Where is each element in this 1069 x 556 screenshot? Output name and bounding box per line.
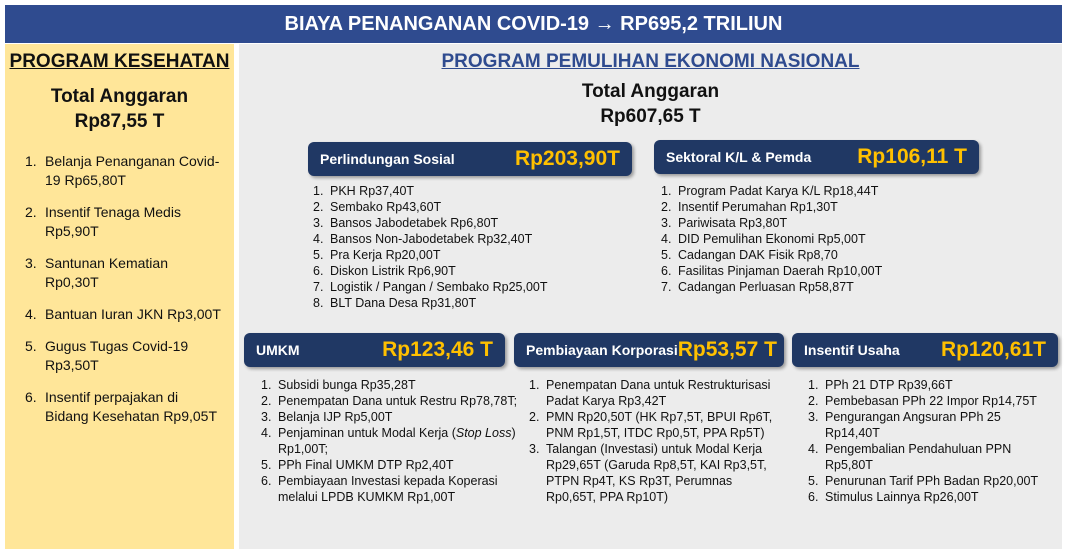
kesehatan-total: [5, 84, 234, 134]
list-item: 1. Subsidi bunga Rp35,28T: [261, 378, 416, 392]
list-item: 6. Fasilitas Pinjaman Daerah Rp10,00T: [661, 264, 883, 278]
list-item: 5. Penurunan Tarif PPh Badan Rp20,00T: [808, 474, 1039, 488]
program-pen-panel: [239, 44, 1062, 549]
program-kesehatan-heading: PROGRAM KESEHATAN: [9, 51, 230, 72]
list-item: 5. Pra Kerja Rp20,00T: [313, 248, 441, 262]
category-sektoral-kl-pemda: Sektoral K/L & Pemda Rp106,11 T: [654, 140, 979, 174]
category-amount: Rp203,90T: [514, 147, 620, 170]
list-item: 1. Penempatan Dana untuk Restrukturisasi Padat Karya Rp3,42T: [529, 378, 771, 408]
pen-total: [239, 79, 1062, 129]
perlindungan-sosial-list: [313, 183, 633, 311]
category-umkm: UMKM Rp123,46 T: [244, 333, 505, 367]
category-pembiayaan-korporasi: Pembiayaan Korporasi Rp53,57 T: [514, 333, 784, 367]
list-item: 2. Penempatan Dana untuk Restru Rp78,78T;: [261, 394, 518, 408]
list-item: 7. Cadangan Perluasan Rp58,87T: [661, 280, 854, 294]
list-item: 5. PPh Final UMKM DTP Rp2,40T: [261, 458, 454, 472]
list-item: 4. Bansos Non-Jabodetabek Rp32,40T: [313, 232, 533, 246]
list-item: 7. Logistik / Pangan / Sembako Rp25,00T: [313, 280, 548, 294]
umkm-list: [261, 377, 521, 505]
list-item: 2. Insentif Perumahan Rp1,30T: [661, 200, 838, 214]
kesehatan-total-value: Rp87,55 T: [74, 111, 165, 132]
list-item: 2. Pembebasan PPh 22 Impor Rp14,75T: [808, 394, 1037, 408]
category-amount: Rp120,61T: [940, 338, 1046, 361]
insentif-usaha-list: [808, 377, 1058, 505]
list-item: 5. Gugus Tugas Covid-19 Rp3,50T: [25, 338, 189, 373]
list-item: 2. PMN Rp20,50T (HK Rp7,5T, BPUI Rp6T, PNM Rp1,5T, ITDC Rp0,5T, PPA Rp5T): [529, 410, 773, 440]
list-item: 1. PKH Rp37,40T: [313, 184, 415, 198]
category-insentif-usaha: Insentif Usaha Rp120,61T: [792, 333, 1058, 367]
list-item: 1. Belanja Penanganan Covid-19 Rp65,80T: [25, 153, 220, 188]
list-item: 6. Stimulus Lainnya Rp26,00T: [808, 490, 979, 504]
korporasi-list: [529, 377, 774, 505]
list-item: 3. Pariwisata Rp3,80T: [661, 216, 788, 230]
list-item: 8. BLT Dana Desa Rp31,80T: [313, 296, 477, 310]
list-item: 1. PPh 21 DTP Rp39,66T: [808, 378, 953, 392]
category-amount: Rp123,46 T: [382, 338, 493, 361]
category-amount: Rp53,57 T: [677, 338, 777, 361]
program-kesehatan-panel: [5, 44, 234, 549]
pen-total-value: Rp607,65 T: [600, 106, 701, 127]
list-item: 3. Belanja IJP Rp5,00T: [261, 410, 393, 424]
list-item: 5. Cadangan DAK Fisik Rp8,70: [661, 248, 838, 262]
list-item: 3. Pengurangan Angsuran PPh 25 Rp14,40T: [808, 410, 1001, 440]
program-pen-heading: PROGRAM PEMULIHAN EKONOMI NASIONAL: [441, 51, 860, 72]
list-item: 6. Insentif perpajakan di Bidang Kesehatan Rp9,05T: [25, 389, 218, 424]
list-item: 4. Penjaminan untuk Modal Kerja (Stop Loss) Rp1,00T;: [261, 426, 516, 456]
list-item: 3. Santunan Kematian Rp0,30T: [25, 255, 168, 290]
page-title: BIAYA PENANGANAN COVID-19 → RP695,2 TRILIUN: [5, 5, 1062, 43]
list-item: 3. Talangan (Investasi) untuk Modal Kerja Rp29,65T (Garuda Rp8,5T, KAI Rp3,5T, PTPN Rp4T, KS Rp3T, Perumnas Rp0,65T, PPA Rp10T): [529, 442, 767, 504]
sektoral-list: [661, 183, 991, 295]
kesehatan-total-label: Total Anggaran: [50, 86, 189, 107]
list-item: 1. Program Padat Karya K/L Rp18,44T: [661, 184, 879, 198]
category-perlindungan-sosial: Perlindungan Sosial Rp203,90T: [308, 142, 632, 176]
category-amount: Rp106,11 T: [857, 145, 967, 168]
list-item: 6. Pembiayaan Investasi kepada Koperasi melalui LPDB KUMKM Rp1,00T: [261, 474, 498, 504]
list-item: 2. Insentif Tenaga Medis Rp5,90T: [25, 204, 181, 239]
kesehatan-list: [25, 152, 225, 439]
list-item: 4. Bantuan Iuran JKN Rp3,00T: [25, 306, 221, 322]
list-item: 2. Sembako Rp43,60T: [313, 200, 442, 214]
list-item: 3. Bansos Jabodetabek Rp6,80T: [313, 216, 499, 230]
pen-total-label: Total Anggaran: [581, 81, 720, 102]
list-item: 4. DID Pemulihan Ekonomi Rp5,00T: [661, 232, 866, 246]
list-item: 4. Pengembalian Pendahuluan PPN Rp5,80T: [808, 442, 1012, 472]
list-item: 6. Diskon Listrik Rp6,90T: [313, 264, 456, 278]
